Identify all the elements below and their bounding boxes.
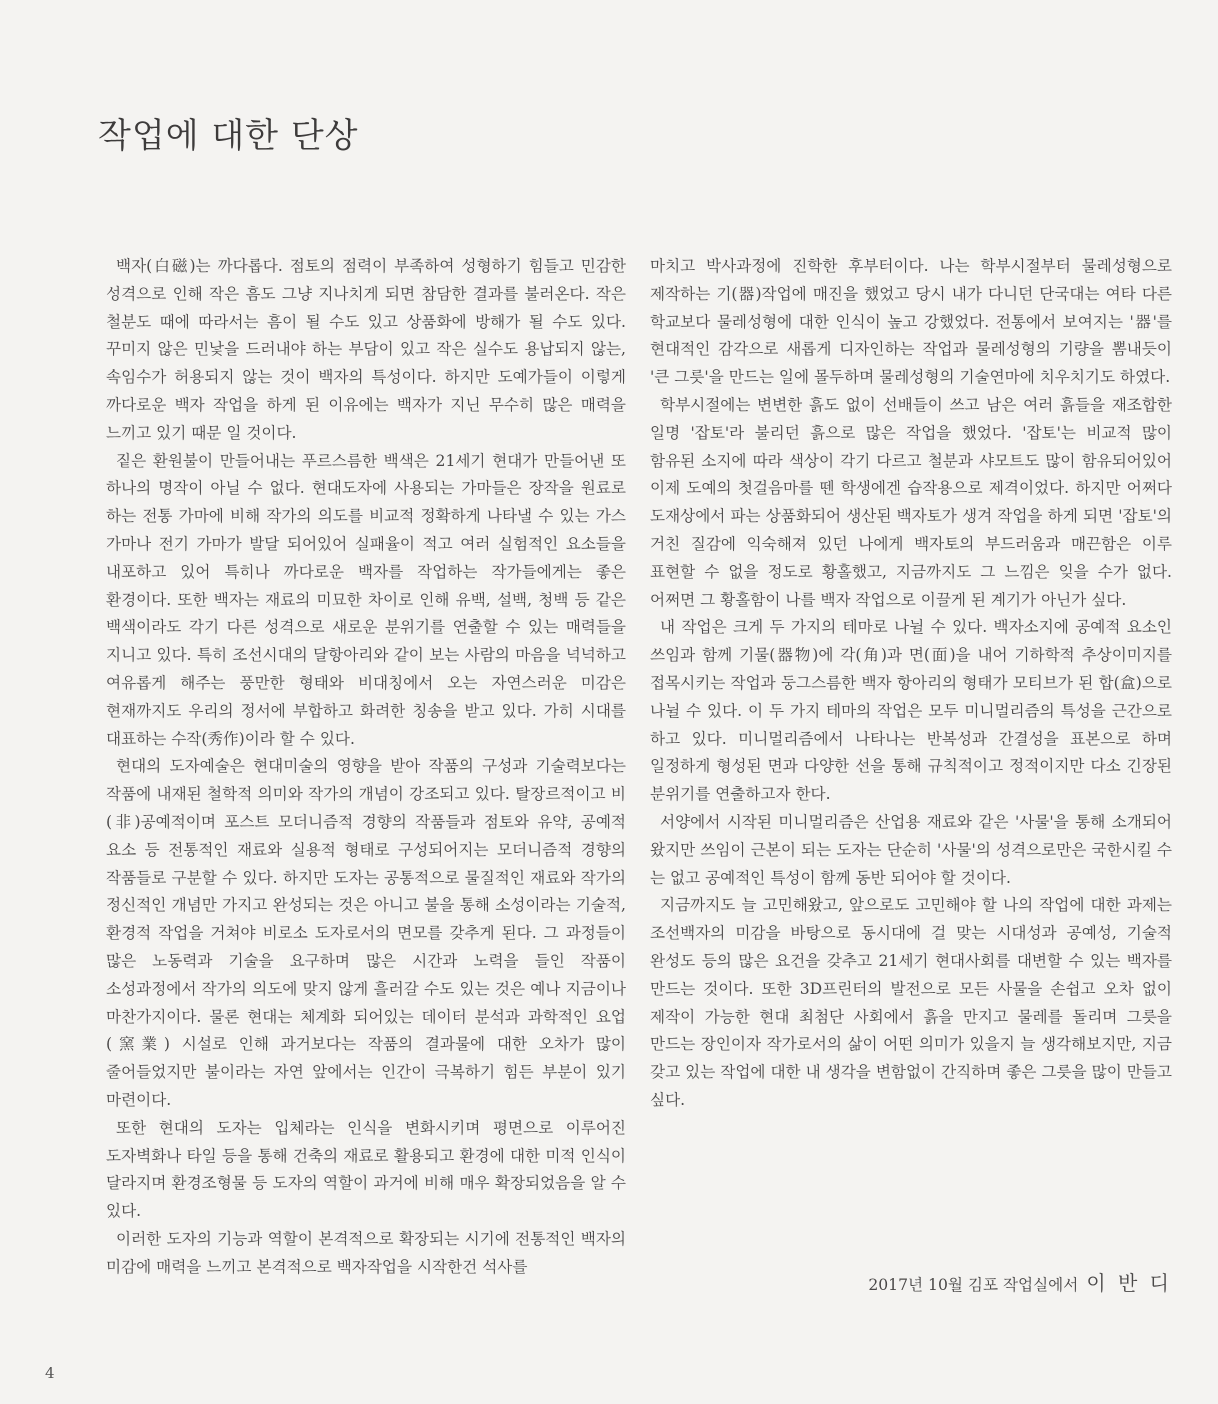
paragraph: 마치고 박사과정에 진학한 후부터이다. 나는 학부시절부터 물레성형으로 제작하는 기(器)작업에 매진을 했었고 당시 내가 다니던 단국대는 여타 다른 학교보다 물레성형에 대한 인식이 높고 강했었다. 전통에서 보여지는 '器'를 현대적인 감각으로 새롭게 디자인하는 작업과 물레성형의 기량을 뽐내듯이 '큰 그릇'을 만드는 일에 몰두하며 물레성형의 기술연마에 치우치기도 하였다. <box>650 257 1172 387</box>
paragraph: 또한 현대의 도자는 입체라는 인식을 변화시키며 평면으로 이루어진 도자벽화나 타일 등을 통해 건축의 재료로 활용되고 환경에 대한 미적 인식이 달라지며 환경조형물 등 도자의 역할이 과거에 비해 매우 확장되었음을 알 수 있다. <box>106 1118 626 1221</box>
paragraph: 이러한 도자의 기능과 역할이 본격적으로 확장되는 시기에 전통적인 백자의 미감에 매력을 느끼고 본격적으로 백자작업을 시작한건 석사를 <box>106 1229 626 1276</box>
signature-place-date: 2017년 10월 김포 작업실에서 <box>868 1276 1079 1294</box>
paragraph: 백자(白磁)는 까다롭다. 점토의 점력이 부족하여 성형하기 힘들고 민감한 성격으로 인해 작은 흠도 그냥 지나치게 되면 참담한 결과를 불러온다. 작은 철분도 때에 따라서는 흠이 될 수도 있고 상품화에 방해가 될 수도 있다. 꾸미지 않은 민낯을 드러내야 하는 부담이 있고 작은 실수도 용납되지 않는, 속임수가 허용되지 않는 것이 백자의 특성이다. 하지만 도예가들이 이렇게 까다로운 백자 작업을 하게 된 이유에는 백자가 지닌 무수히 많은 매력을 느끼고 있기 때문 일 것이다. <box>106 257 626 442</box>
left-column <box>106 253 626 1281</box>
page-title: 작업에 대한 단상 <box>98 116 359 156</box>
paragraph: 짙은 환원불이 만들어내는 푸르스름한 백색은 21세기 현대가 만들어낸 또 하나의 명작이 아닐 수 없다. 현대도자에 사용되는 가마들은 장작을 원료로 하는 전통 가마에 비해 작가의 의도를 비교적 정확하게 나타낼 수 있는 가스 가마나 전기 가마가 발달 되어있어 실패율이 적고 여러 실험적인 요소들을 내포하고 있어 특히나 까다로운 백자를 작업하는 작가들에게는 좋은 환경이다. 또한 백자는 재료의 미묘한 차이로 인해 유백, 설백, 청백 등 같은 백색이라도 각기 다른 성격으로 새로운 분위기를 연출할 수 있는 매력들을 지니고 있다. 특히 조선시대의 달항아리와 같이 보는 사람의 마음을 넉넉하고 여유롭게 해주는 풍만한 형태와 비대칭에서 오는 자연스러운 미감은 현재까지도 우리의 정서에 부합하고 화려한 칭송을 받고 있다. 가히 시대를 대표하는 수작(秀作)이라 할 수 있다. <box>106 451 626 748</box>
page-number: 4 <box>45 1364 55 1382</box>
paragraph: 현대의 도자예술은 현대미술의 영향을 받아 작품의 구성과 기술력보다는 작품에 내재된 철학적 의미와 작가의 개념이 강조되고 있다. 탈장르적이고 비(非)공예적이며 포스트 모더니즘적 경향의 작품들과 점토와 유약, 공예적 요소 등 전통적인 재료와 실용적 형태로 구성되어지는 모더니즘적 경향의 작품들로 구분할 수 있다. 하지만 도자는 공통적으로 물질적인 재료와 작가의 정신적인 개념만 가지고 완성되는 것은 아니고 불을 통해 소성이라는 기술적, 환경적 작업을 거쳐야 비로소 도자로서의 면모를 갖추게 된다. 그 과정들이 많은 노동력과 기술을 요구하며 많은 시간과 노력을 들인 작품이 소성과정에서 작가의 의도에 맞지 않게 흘러갈 수도 있는 것은 예나 지금이나 마찬가지이다. 물론 현대는 체계화 되어있는 데이터 분석과 과학적인 요업(窯業) 시설로 인해 과거보다는 작품의 결과물에 대한 오차가 많이 줄어들었지만 불이라는 자연 앞에서는 인간이 극복하기 힘든 부분이 있기 마련이다. <box>106 757 626 1109</box>
paragraph: 지금까지도 늘 고민해왔고, 앞으로도 고민해야 할 나의 작업에 대한 과제는 조선백자의 미감을 바탕으로 동시대에 걸 맞는 시대성과 공예성, 기술적 완성도 등의 많은 요건을 갖추고 21세기 현대사회를 대변할 수 있는 백자를 만드는 것이다. 또한 3D프린터의 발전으로 모든 사물을 손쉽고 오차 없이 제작이 가능한 현대 최첨단 사회에서 흙을 만지고 물레를 돌리며 그릇을 만드는 장인이자 작가로서의 삶이 어떤 의미가 있을지 늘 생각해보지만, 지금 갖고 있는 작업에 대한 내 생각을 변함없이 간직하며 좋은 그릇을 많이 만들고 싶다. <box>650 896 1172 1109</box>
paragraph: 서양에서 시작된 미니멀리즘은 산업용 재료와 같은 '사물'을 통해 소개되어 왔지만 쓰임이 근본이 되는 도자는 단순히 '사물'의 성격으로만은 국한시킬 수 는 없고 공예적인 특성이 함께 동반 되어야 할 것이다. <box>650 812 1172 887</box>
signature <box>868 1267 1172 1296</box>
paragraph: 학부시절에는 변변한 흙도 없이 선배들이 쓰고 남은 여러 흙들을 재조합한 일명 '잡토'라 불리던 흙으로 많은 작업을 했었다. '잡토'는 비교적 많이 함유된 소지에 따라 색상이 각기 다르고 철분과 샤모트도 많이 함유되어있어 이제 도예의 첫걸음마를 뗀 학생에겐 습작용으로 제격이었다. 하지만 어쩌다 도재상에서 파는 상품화되어 생산된 백자토가 생겨 작업을 하게 되면 '잡토'의 거친 질감에 익숙해져 있던 나에게 백자토의 부드러움과 매끈함은 이루 표현할 수 없을 정도로 황홀했고, 지금까지도 그 느낌은 잊을 수가 없다. 어쩌면 그 황홀함이 나를 백자 작업으로 이끌게 된 계기가 아닌가 싶다. <box>650 395 1172 609</box>
paragraph: 내 작업은 크게 두 가지의 테마로 나뉠 수 있다. 백자소지에 공예적 요소인 쓰임과 함께 기물(器物)에 각(角)과 면(面)을 내어 기하학적 추상이미지를 접목시키는 작업과 둥그스름한 백자 항아리의 형태가 모티브가 된 합(盒)으로 나뉠 수 있다. 이 두 가지 테마의 작업은 모두 미니멀리즘의 특성을 근간으로 하고 있다. 미니멀리즘에서 나타나는 반복성과 간결성을 표본으로 하며 일정하게 형성된 면과 다양한 선을 통해 규칙적이고 정적이지만 다소 긴장된 분위기를 연출하고자 한다. <box>650 618 1172 804</box>
signature-author: 이 반 디 <box>1086 1271 1172 1295</box>
right-column <box>650 253 1172 1115</box>
